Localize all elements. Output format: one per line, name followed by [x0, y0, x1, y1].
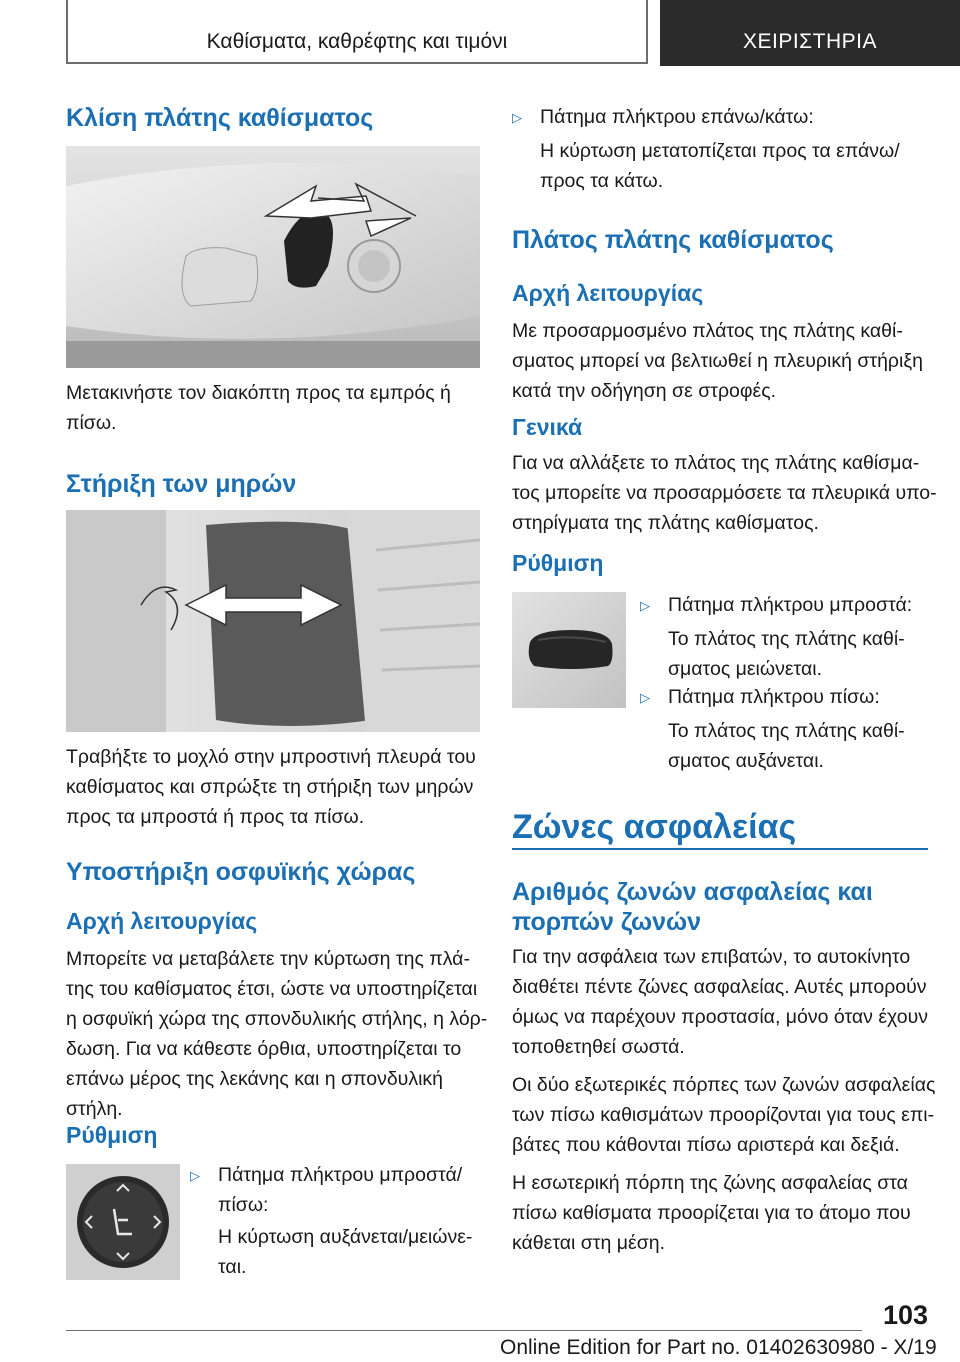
text-backrest-tilt-2: πίσω. [66, 412, 117, 434]
width-button-photo [512, 592, 626, 708]
bullet-triangle-icon: ▷ [640, 598, 650, 613]
text-general-1: Για να αλλάξετε το πλάτος της πλάτης καθίσμα- [512, 452, 920, 474]
bullet-front-text-1: Το πλάτος της πλάτης καθί- [668, 628, 905, 650]
bullet1-title-2: πίσω: [218, 1194, 269, 1216]
text-thigh-3: προς τα μπροστά ή προς τα πίσω. [66, 806, 365, 828]
heading-general: Γενικά [512, 414, 583, 440]
bullet-triangle-icon: ▷ [512, 110, 522, 125]
text-belts3-3: κάθεται στη μέση. [512, 1232, 666, 1254]
text-thigh-2: καθίσματος και σπρώξτε τη στήριξη των μηρών [66, 776, 474, 798]
text-belts2-3: βάτες που κάθονται πίσω αριστερά και δεξιά. [512, 1134, 900, 1156]
heading-belt-count-1: Αριθμός ζωνών ασφαλείας και [512, 878, 873, 906]
text-width-principle-2: σματος μπορεί να βελτιωθεί η πλευρική στήριξη [512, 350, 923, 372]
footer-rule [66, 1330, 862, 1331]
text-thigh-1: Τραβήξτε το μοχλό στην μπροστινή πλευρά του [66, 746, 476, 768]
page-number: 103 [882, 1300, 928, 1330]
bullet-back-title: Πάτημα πλήκτρου πίσω: [668, 686, 880, 708]
bullet-updown-title: Πάτημα πλήκτρου επάνω/κάτω: [540, 106, 814, 128]
section-rule [512, 848, 928, 850]
heading-seat-belts: Ζώνες ασφαλείας [512, 808, 797, 846]
text-belts3-1: Η εσωτερική πόρπη της ζώνης ασφαλείας στα [512, 1172, 908, 1194]
heading-width-adjust: Ρύθμιση [512, 550, 604, 576]
edition-note: Online Edition for Part no. 01402630980 - X/19 [500, 1336, 937, 1359]
seat-switch-photo [66, 146, 480, 368]
text-lumbar-6: στήλη. [66, 1098, 123, 1120]
bullet-updown-text-2: προς τα κάτω. [540, 170, 664, 192]
bullet-triangle-icon: ▷ [190, 1168, 200, 1183]
bullet-back-text-2: σματος αυξάνεται. [668, 750, 824, 772]
text-belts1-4: τοποθετηθεί σωστά. [512, 1036, 685, 1058]
text-lumbar-3: η οσφυϊκή χώρα της σπονδυλικής στήλης, η λόρ- [66, 1008, 488, 1030]
section-tab: ΧΕΙΡΙΣΤΗΡΙΑ [660, 0, 960, 66]
text-belts2-1: Οι δύο εξωτερικές πόρπες των ζωνών ασφαλείας [512, 1074, 936, 1096]
thigh-support-photo [66, 510, 480, 732]
lumbar-button-photo [66, 1164, 180, 1280]
bullet-triangle-icon: ▷ [640, 690, 650, 705]
text-width-principle-3: κατά την οδήγηση σε στροφές. [512, 380, 777, 402]
text-lumbar-5: επάνω μέρος της λεκάνης και η σπονδυλική [66, 1068, 444, 1090]
heading-lumbar-adjust: Ρύθμιση [66, 1122, 158, 1148]
text-belts1-2: διαθέτει πέντε ζώνες ασφαλείας. Αυτές μπορούν [512, 976, 927, 998]
heading-backrest-width: Πλάτος πλάτης καθίσματος [512, 226, 834, 254]
heading-lumbar-principle: Αρχή λειτουργίας [66, 908, 258, 934]
bullet-front-text-2: σματος μειώνεται. [668, 658, 823, 680]
chapter-title: Καθίσματα, καθρέφτης και τιμόνι [66, 0, 648, 64]
heading-belt-count-2: πορπών ζωνών [512, 908, 702, 936]
bullet-back-text-1: Το πλάτος της πλάτης καθί- [668, 720, 905, 742]
heading-backrest-tilt: Κλίση πλάτης καθίσματος [66, 104, 374, 132]
bullet1-text-1: Η κύρτωση αυξάνεται/μειώνε- [218, 1226, 473, 1248]
text-lumbar-2: της του καθίσματος έτσι, ώστε να υποστηρίζεται [66, 978, 478, 1000]
text-lumbar-1: Μπορείτε να μεταβάλετε την κύρτωση της πλά- [66, 948, 470, 970]
bullet-updown-text-1: Η κύρτωση μετατοπίζεται προς τα επάνω/ [540, 140, 900, 162]
text-belts1-1: Για την ασφάλεια των επιβατών, το αυτοκίνητο [512, 946, 911, 968]
text-belts3-2: πίσω καθίσματα προορίζεται για το άτομο που [512, 1202, 911, 1224]
text-width-principle-1: Με προσαρμοσμένο πλάτος της πλάτης καθί- [512, 320, 903, 342]
bullet-front-title: Πάτημα πλήκτρου μπροστά: [668, 594, 913, 616]
heading-lumbar-support: Υποστήριξη οσφυϊκής χώρας [66, 858, 416, 886]
heading-thigh-support: Στήριξη των μηρών [66, 470, 297, 498]
text-general-3: στηρίγματα της πλάτης καθίσματος. [512, 512, 819, 534]
text-belts2-2: των πίσω καθισμάτων προορίζονται για τους επι- [512, 1104, 935, 1126]
bullet1-title-1: Πάτημα πλήκτρου μπροστά/ [218, 1164, 463, 1186]
text-general-2: τος μπορείτε να προσαρμόσετε τα πλευρικά υπο- [512, 482, 937, 504]
text-backrest-tilt-1: Μετακινήστε τον διακόπτη προς τα εμπρός ή [66, 382, 451, 404]
text-lumbar-4: δωση. Για να κάθεστε όρθια, υποστηρίζεται το [66, 1038, 462, 1060]
text-belts1-3: όμως να παρέχουν προστασία, μόνο όταν έχουν [512, 1006, 928, 1028]
heading-width-principle: Αρχή λειτουργίας [512, 280, 704, 306]
bullet1-text-2: ται. [218, 1256, 247, 1278]
